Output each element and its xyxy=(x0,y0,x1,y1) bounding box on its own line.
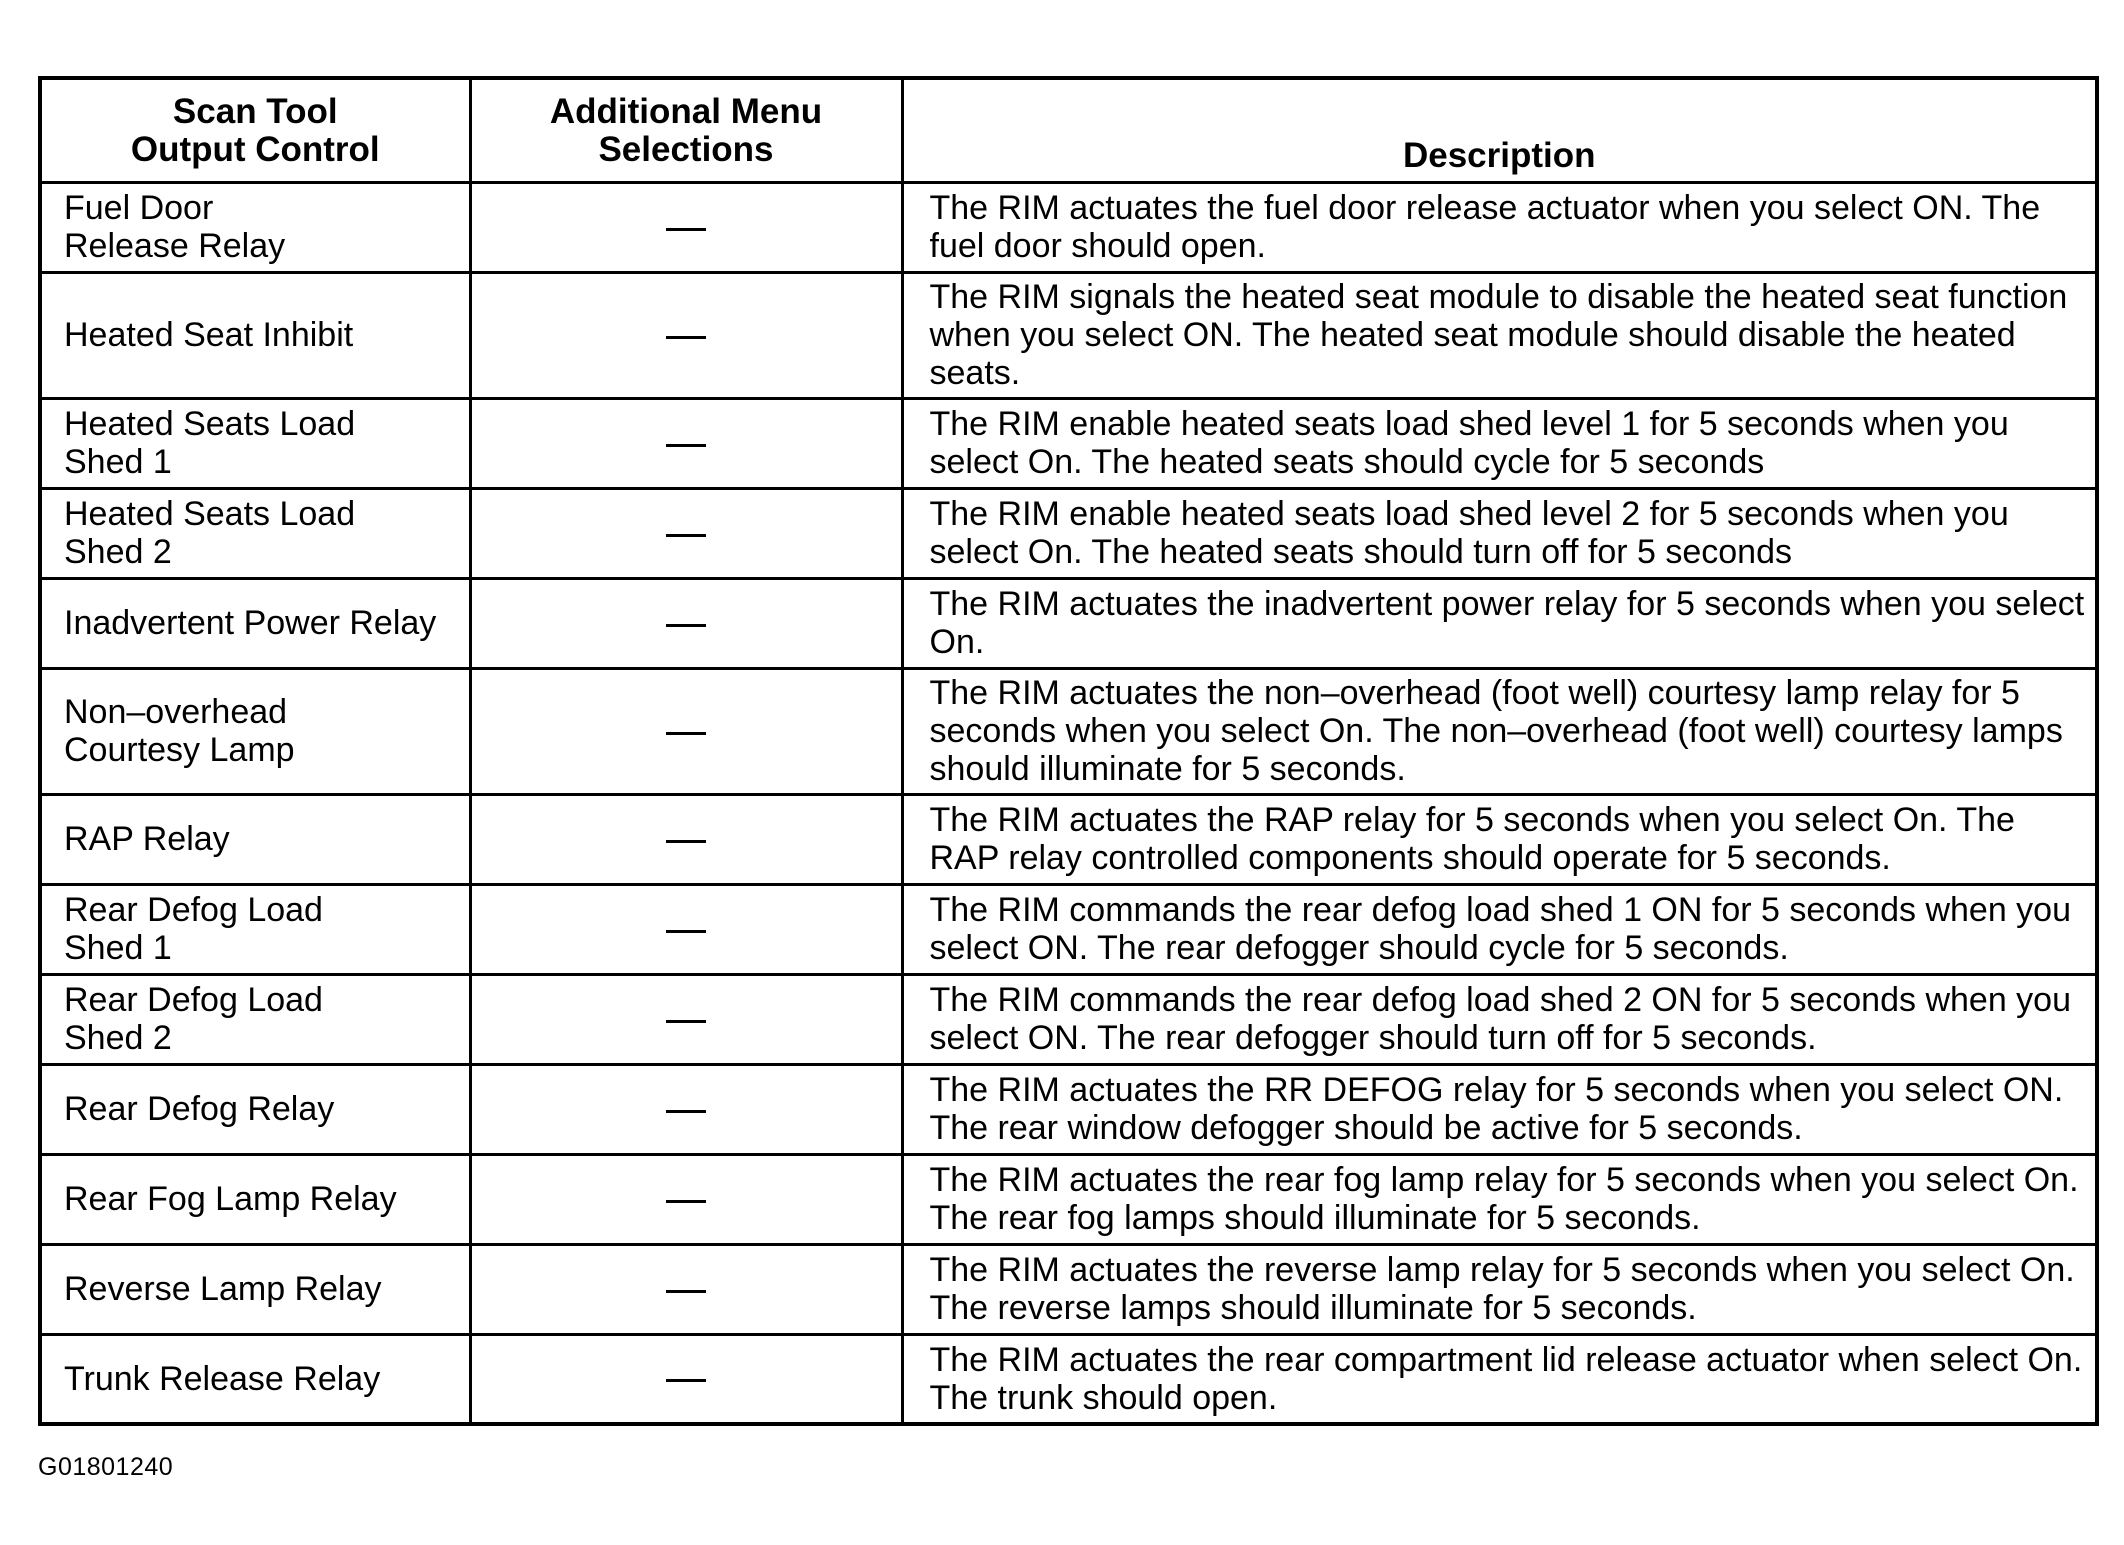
description-cell: The RIM actuates the reverse lamp relay for 5 seconds when you select On. The reverse lamps should illuminate for 5 seconds. xyxy=(902,1244,2097,1334)
description-cell: The RIM actuates the rear compartment lid release actuator when select On. The trunk should open. xyxy=(902,1334,2097,1424)
dash-icon xyxy=(666,336,706,339)
dash-icon xyxy=(666,1200,706,1203)
output-control-cell: RAP Relay xyxy=(40,794,470,884)
description-cell: The RIM enable heated seats load shed level 2 for 5 seconds when you select On. The heated seats should turn off for 5 seconds xyxy=(902,488,2097,578)
dash-icon xyxy=(666,1020,706,1023)
description-cell: The RIM enable heated seats load shed level 1 for 5 seconds when you select On. The heated seats should cycle for 5 seconds xyxy=(902,398,2097,488)
menu-selection-cell xyxy=(470,488,902,578)
table-row xyxy=(40,1154,2097,1244)
output-control-cell: Rear Defog Load Shed 2 xyxy=(40,974,470,1064)
dash-icon xyxy=(666,930,706,933)
output-control-cell: Non–overhead Courtesy Lamp xyxy=(40,668,470,794)
output-control-cell: Reverse Lamp Relay xyxy=(40,1244,470,1334)
output-control-cell: Trunk Release Relay xyxy=(40,1334,470,1424)
header-additional-menu-selections: Additional Menu Selections xyxy=(470,78,902,182)
table-row xyxy=(40,488,2097,578)
description-cell: The RIM actuates the RAP relay for 5 seconds when you select On. The RAP relay controlled components should operate for 5 seconds. xyxy=(902,794,2097,884)
scan-tool-output-control-table xyxy=(38,76,2099,1426)
table-row xyxy=(40,272,2097,398)
output-control-cell: Rear Defog Relay xyxy=(40,1064,470,1154)
dash-icon xyxy=(666,228,706,231)
table-row xyxy=(40,578,2097,668)
table-row xyxy=(40,668,2097,794)
output-control-cell: Heated Seats Load Shed 2 xyxy=(40,488,470,578)
table-row xyxy=(40,794,2097,884)
menu-selection-cell xyxy=(470,884,902,974)
dash-icon xyxy=(666,624,706,627)
description-cell: The RIM actuates the non–overhead (foot well) courtesy lamp relay for 5 seconds when you select On. The non–overhead (foot well) courtesy lamps should illuminate for 5 seconds. xyxy=(902,668,2097,794)
dash-icon xyxy=(666,732,706,735)
menu-selection-cell xyxy=(470,668,902,794)
menu-selection-cell xyxy=(470,794,902,884)
description-cell: The RIM signals the heated seat module to disable the heated seat function when you select ON. The heated seat module should disable the heated seats. xyxy=(902,272,2097,398)
table-row xyxy=(40,398,2097,488)
figure-id: G01801240 xyxy=(38,1453,174,1481)
dash-icon xyxy=(666,1379,706,1382)
table-row xyxy=(40,182,2097,272)
dash-icon xyxy=(666,444,706,447)
header-description: Description xyxy=(902,78,2097,182)
description-cell: The RIM actuates the RR DEFOG relay for 5 seconds when you select ON. The rear window defogger should be active for 5 seconds. xyxy=(902,1064,2097,1154)
output-control-cell: Inadvertent Power Relay xyxy=(40,578,470,668)
dash-icon xyxy=(666,1110,706,1113)
menu-selection-cell xyxy=(470,1064,902,1154)
menu-selection-cell xyxy=(470,1244,902,1334)
menu-selection-cell xyxy=(470,1154,902,1244)
output-control-cell: Rear Fog Lamp Relay xyxy=(40,1154,470,1244)
table-header-row xyxy=(40,78,2097,182)
header-output-control: Scan Tool Output Control xyxy=(40,78,470,182)
table-row xyxy=(40,974,2097,1064)
table-row xyxy=(40,1244,2097,1334)
menu-selection-cell xyxy=(470,182,902,272)
menu-selection-cell xyxy=(470,578,902,668)
output-control-cell: Heated Seats Load Shed 1 xyxy=(40,398,470,488)
output-control-cell: Rear Defog Load Shed 1 xyxy=(40,884,470,974)
description-cell: The RIM commands the rear defog load shed 1 ON for 5 seconds when you select ON. The rear defogger should cycle for 5 seconds. xyxy=(902,884,2097,974)
output-control-cell: Heated Seat Inhibit xyxy=(40,272,470,398)
table-row xyxy=(40,884,2097,974)
menu-selection-cell xyxy=(470,398,902,488)
dash-icon xyxy=(666,1290,706,1293)
dash-icon xyxy=(666,534,706,537)
menu-selection-cell xyxy=(470,272,902,398)
dash-icon xyxy=(666,840,706,843)
description-cell: The RIM actuates the rear fog lamp relay for 5 seconds when you select On. The rear fog lamps should illuminate for 5 seconds. xyxy=(902,1154,2097,1244)
table-row xyxy=(40,1064,2097,1154)
output-control-cell: Fuel Door Release Relay xyxy=(40,182,470,272)
menu-selection-cell xyxy=(470,1334,902,1424)
description-cell: The RIM actuates the fuel door release actuator when you select ON. The fuel door should open. xyxy=(902,182,2097,272)
menu-selection-cell xyxy=(470,974,902,1064)
table-row xyxy=(40,1334,2097,1424)
description-cell: The RIM actuates the inadvertent power relay for 5 seconds when you select On. xyxy=(902,578,2097,668)
description-cell: The RIM commands the rear defog load shed 2 ON for 5 seconds when you select ON. The rear defogger should turn off for 5 seconds. xyxy=(902,974,2097,1064)
